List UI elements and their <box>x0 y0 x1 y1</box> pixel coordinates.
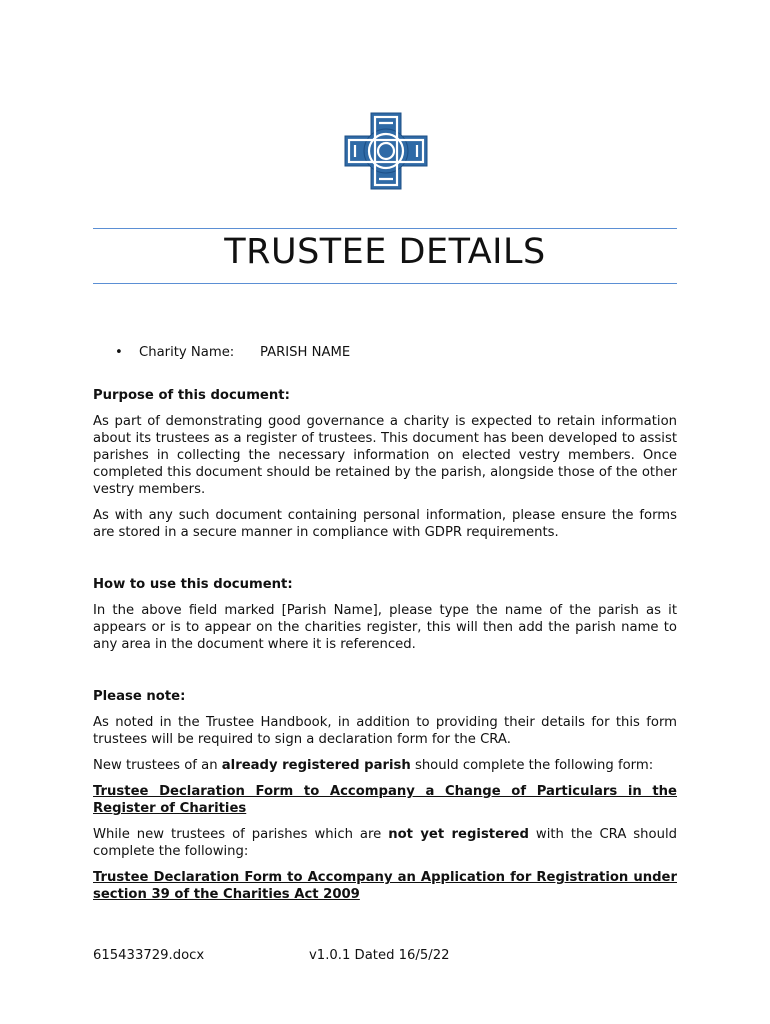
page-title: TRUSTEE DETAILS <box>224 232 546 272</box>
charity-name-value[interactable]: PARISH NAME <box>260 345 351 360</box>
charity-name-label: Charity Name: <box>139 345 235 360</box>
document-body <box>93 344 677 903</box>
note-p2-after: should complete the following form: <box>410 758 654 773</box>
footer-filename: 615433729.docx <box>93 948 205 963</box>
footer-version: v1.0.1 Dated 16/5/22 <box>309 948 450 963</box>
charity-name-field <box>93 344 677 362</box>
page-footer <box>93 948 677 966</box>
note-heading: Please note: <box>93 689 186 704</box>
purpose-heading: Purpose of this document: <box>93 388 290 403</box>
how-to-heading: How to use this document: <box>93 577 293 592</box>
bullet-icon: • <box>115 345 123 360</box>
note-p2-before: New trustees of an <box>93 758 222 773</box>
note-p2-bold: already registered parish <box>221 758 411 773</box>
purpose-paragraph-2: As with any such document containing personal information, please ensure the forms are stored in a secure manner in compliance with GDPR requirements. <box>93 508 677 540</box>
title-rule-bottom <box>93 283 677 284</box>
purpose-paragraph-1: As part of demonstrating good governance a charity is expected to retain information about its trustees as a register of trustees. This document has been developed to assist parishes in collecting the necessary information on elected vestry members. Once completed this document should be retained by the parish, alongside those of the other vestry members. <box>93 414 677 497</box>
note-p3-before: While new trustees of parishes which are <box>93 827 389 842</box>
form-link-change-of-particulars[interactable]: Trustee Declaration Form to Accompany a Change of Particulars in the Register of Charities <box>93 784 677 816</box>
note-p3-bold: not yet registered <box>388 827 529 842</box>
note-paragraph-3 <box>93 826 677 860</box>
form-link-application-registration[interactable]: Trustee Declaration Form to Accompany an Application for Registration under section 39 of the Charities Act 2009 <box>93 870 677 902</box>
celtic-cross-icon <box>343 111 429 191</box>
note-paragraph-2 <box>93 757 677 774</box>
title-rule-top <box>93 228 677 229</box>
how-to-paragraph: In the above field marked [Parish Name], please type the name of the parish as it appears or is to appear on the charities register, this will then add the parish name to any area in the document where it is referenced. <box>93 603 677 652</box>
note-p3-after: with the CRA should complete the following: <box>93 827 677 859</box>
note-paragraph-1: As noted in the Trustee Handbook, in addition to providing their details for this form trustees will be required to sign a declaration form for the CRA. <box>93 715 677 747</box>
